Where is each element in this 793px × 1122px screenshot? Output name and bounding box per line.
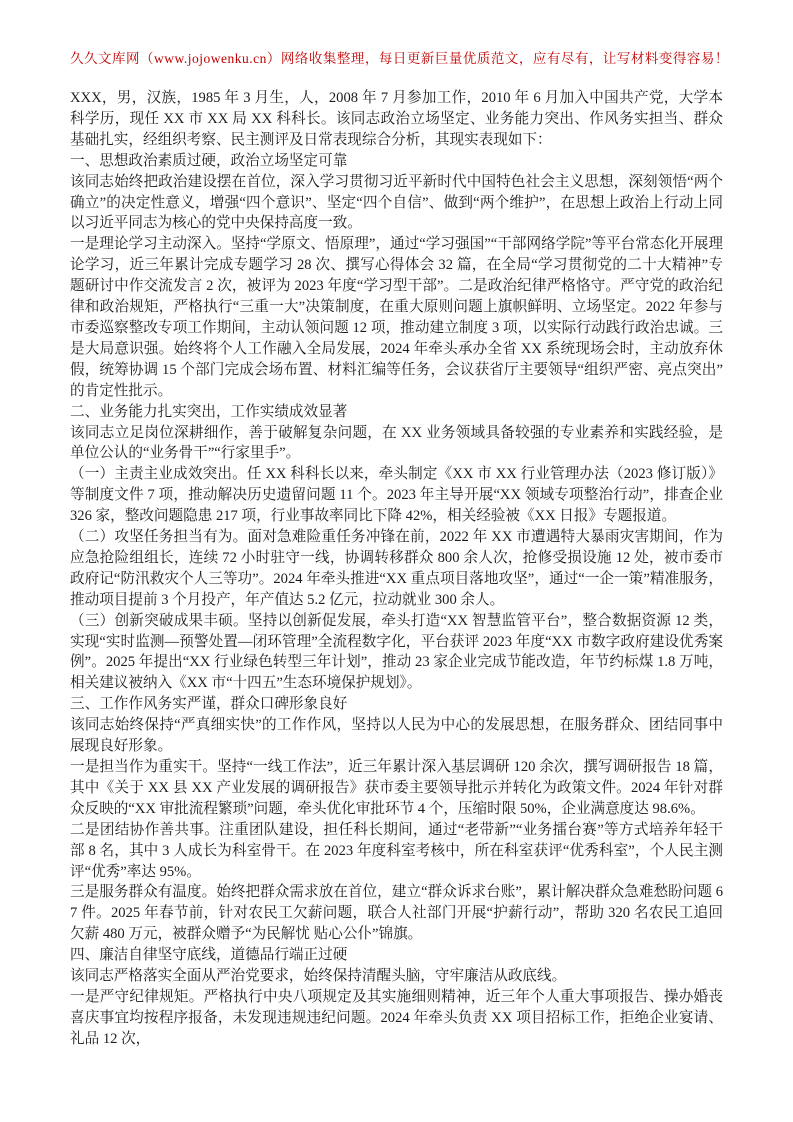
section-heading: 四、廉洁自律坚守底线，道德品行端正过硬 [70,947,348,964]
paragraph: （一）主责主业成效突出。任 XX 科科长以来，牵头制定《XX 市 XX 行业管理办法（2023 修订版）》等制度文件 7 项，推动解决历史遗留问题 11 个。2023 年主导开展“XX 领域专项整治行动”，排查企业 326 家，整改问题隐患 217 项，行业事故率同比下降 42%，相关经验被《XX 日报》专题报道。 [70,466,723,525]
paragraph: 该同志严格落实全面从严治党要求，始终保持清醒头脑，守牢廉洁从政底线。 [70,968,567,985]
paragraph: （三）创新突破成果丰硕。坚持以创新促发展，牵头打造“XX 智慧监管平台”，整合数据资源 12 类，实现“实时监测—预警处置—闭环管理”全流程数字化，平台获评 2023 年度“XX 市数字政府建设优秀案例”。2025 年提出“XX 行业绿色转型三年计划”，推动 23 家企业完成节能改造，年节约标煤 1.8 万吨，相关建议被纳入《XX 市“十四五”生态环境保护规划》。 [70,612,723,692]
paragraph: 一是严守纪律规矩。严格执行中央八项规定及其实施细则精神，近三年个人重大事项报告、操办婚丧喜庆事宜均按程序报备，未发现违规违纪问题。2024 年牵头负责 XX 项目招标工作，拒绝企业宴请、礼品 12 次， [70,988,723,1047]
site-watermark-header: 久久文库网（www.jojowenku.cn）网络收集整理，每日更新巨量优质范文，应有尽有，让写材料变得容易！ [70,51,729,66]
paragraph: （二）攻坚任务担当有为。面对急难险重任务冲锋在前，2022 年 XX 市遭遇特大暴雨灾害期间，作为应急抢险组组长，连续 72 小时驻守一线，协调转移群众 800 余人次，抢修受损设施 12 处，被市委市政府记“防汛救灾个人三等功”。2024 年牵头推进“XX 重点项目落地攻坚”，通过“一企一策”精准服务，推动项目提前 3 个月投产，年产值达 5.2 亿元，拉动就业 300 余人。 [70,529,723,608]
document-body [70,88,723,1122]
section-heading: 二、业务能力扎实突出，工作实绩成效显著 [70,403,348,420]
paragraph: 三是服务群众有温度。始终把群众需求放在首位，建立“群众诉求台账”，累计解决群众急难愁盼问题 67 件。2025 年春节前，针对农民工欠薪问题，联合人社部门开展“护薪行动”，帮助 320 名农民工追回欠薪 480 万元，被群众赠予“为民解忧 贴心公仆”锦旗。 [70,884,723,943]
paragraph: 该同志立足岗位深耕细作，善于破解复杂问题，在 XX 业务领域具备较强的专业素养和实践经验，是单位公认的“业务骨干”“行家里手”。 [70,424,723,462]
section-heading: 一、思想政治素质过硬，政治立场坚定可靠 [70,152,348,169]
paragraph: 一是担当作为重实干。坚持“一线工作法”，近三年累计深入基层调研 120 余次，撰写调研报告 18 篇，其中《关于 XX 县 XX 产业发展的调研报告》获市委主要领导批示并转化为政策文件。2024 年针对群众反映的“XX 审批流程繁琐”问题，牵头优化审批环节 4 个，压缩时限 50%，企业满意度达 98.6%。 [70,759,723,817]
paragraph: 该同志始终保持“严真细实快”的工作作风，坚持以人民为中心的发展思想，在服务群众、团结同事中展现良好形象。 [70,717,723,755]
paragraph: 该同志始终把政治建设摆在首位，深入学习贯彻习近平新时代中国特色社会主义思想，深刻领悟“两个确立”的决定性意义，增强“四个意识”、坚定“四个自信”、做到“两个维护”，在思想上政治上行动上同以习近平同志为核心的党中央保持高度一致。 [70,173,723,232]
paragraph: XXX，男，汉族，1985 年 3 月生，人，2008 年 7 月参加工作，2010 年 6 月加入中国共产党，大学本科学历，现任 XX 市 XX 局 XX 科科长。该同志政治立场坚定、业务能力突出、作风务实担当、群众基础扎实，经组织考察、民主测评及日常表现综合分析，其现实表现如下： [70,90,723,148]
section-heading: 三、工作作风务实严谨，群众口碑形象良好 [70,696,348,713]
paragraph: 二是团结协作善共事。注重团队建设，担任科长期间，通过“老带新”“业务擂台赛”等方式培养年轻干部 8 名，其中 3 人成长为科室骨干。在 2023 年度科室考核中，所在科室获评“优秀科室”，个人民主测评“优秀”率达 95%。 [70,821,723,880]
paragraph: 一是理论学习主动深入。坚持“学原文、悟原理”，通过“学习强国”“干部网络学院”等平台常态化开展理论学习，近三年累计完成专题学习 28 次、撰写心得体会 32 篇，在全局“学习贯彻党的二十大精神”专题研讨中作交流发言 2 次，被评为 2023 年度“学习型干部”。二是政治纪律严格恪守。严守党的政治纪律和政治规矩，严格执行“三重一大”决策制度，在重大原则问题上旗帜鲜明、立场坚定。2022 年参与市委巡察整改专项工作期间，主动认领问题 12 项，推动建立制度 3 项，以实际行动践行政治忠诚。三是大局意识强。始终将个人工作融入全局发展，2024 年牵头承办全省 XX 系统现场会时，主动放弃休假，统筹协调 15 个部门完成会场布置、材料汇编等任务，会议获省厅主要领导“组织严密、亮点突出”的肯定性批示。 [70,236,723,399]
